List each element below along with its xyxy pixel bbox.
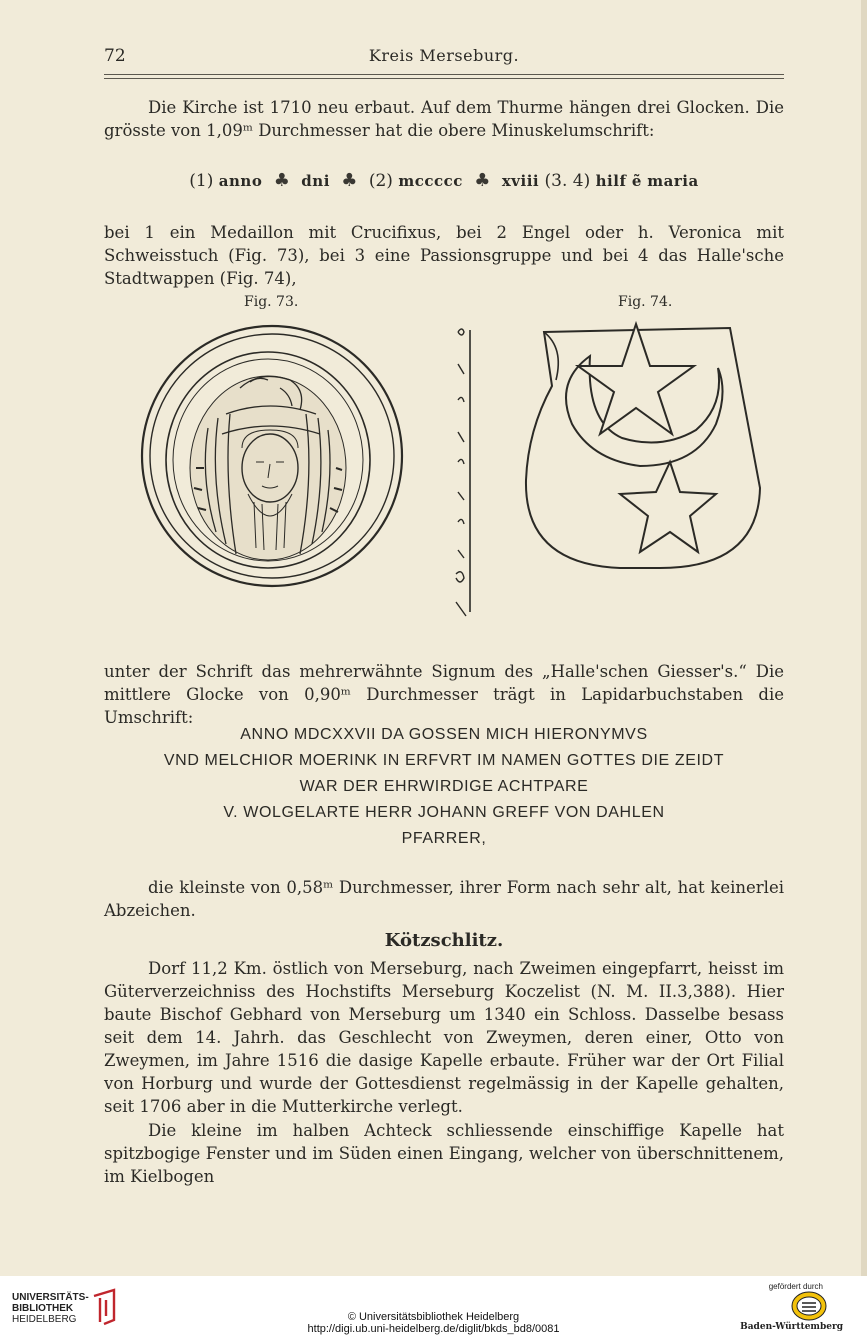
state-coat-of-arms-icon [791,1291,827,1321]
header-rule-bottom [104,78,784,79]
page-header [104,46,784,68]
library-name-line2: BIBLIOTHEK [12,1303,74,1314]
inscription-number-3-4: (3. 4) [544,171,591,191]
clover-ornament-icon: ♣ [273,170,290,191]
paragraph-dorf: Dorf 11,2 Km. östlich von Merseburg, nach Zweimen eingepfarrt, heisst im Güterverzeichniss des Hochstifts Merseburg Koczelist (N. M. II.3,388). Hier baute Bischof Gebhard von Merseburg um 1340 ein Schloss. Dasselbe besass seit dem 14. Jahrh. das Geschlecht von Zweymen, deren einer, Otto von Zweymen, im Jahre 1516 die dasige Kapelle erbaute. Früher war der Ort Filial von Horburg und wurde der Gottesdienst regelmässig in der Kapelle gehalten, seit 1706 aber in die Mutterkirche verlegt. [104,959,784,1116]
paragraph-signum: unter der Schrift das mehrerwähnte Signum des „Halle'schen Giesser's.“ Die mittlere Glocke von 0,90ᵐ Durchmesser trägt in Lapidarbuchstaben die Umschrift: [104,662,784,727]
inscription-word-anno: anno [218,172,263,190]
inscription-word-xviii: xviii [501,172,540,190]
inscription-word-mccccc: mccccc [398,172,463,190]
lapidary-inscription [104,722,784,852]
page-footer [0,1276,867,1337]
lapidary-line: PFARRER, [401,830,487,847]
paragraph-kapelle: Die kleine im halben Achteck schliessende einschiffige Kapelle hat spitzbogige Fenster und im Süden einen Eingang, welcher von überschnittenem, im Kielbogen [104,1121,784,1186]
copyright-text: © Universitätsbibliothek Heidelberg [347,1311,520,1323]
inscription-word-dni: dni [301,172,330,190]
inscription-word-hilf: hilf [595,172,627,190]
header-rule-top [104,74,784,75]
inscription-number-1: (1) [189,171,214,191]
inscription-number-2: (2) [368,171,393,191]
page-number: 72 [104,46,126,66]
paragraph-kleinste: die kleinste von 0,58ᵐ Durchmesser, ihrer Form nach sehr alt, hat keinerlei Abzeichen. [104,878,784,920]
lapidary-line: V. WOLGELARTE HERR JOHANN GREFF VON DAHLEN [223,804,665,821]
clover-ornament-icon: ♣ [474,170,491,191]
inscription-word-maria: maria [647,172,699,190]
lapidary-line: WAR DER EHRWIRDIGE ACHTPARE [299,778,589,795]
library-name-line3: HEIDELBERG [12,1314,77,1325]
library-name-line1: UNIVERSITÄTS- [12,1292,89,1303]
paragraph-kirche: Die Kirche ist 1710 neu erbaut. Auf dem Thurme hängen drei Glocken. Die grösste von 1,09ᵐ Durchmesser hat die obere Minuskelumschrift: [104,98,784,140]
figure-74-coat-of-arms [520,320,766,576]
bell-founder-signum [448,322,480,632]
figure-73-caption: Fig. 73. [244,294,299,310]
clover-ornament-icon: ♣ [341,170,358,191]
figure-74-caption: Fig. 74. [618,294,673,310]
funded-by-label: gefördert durch [768,1282,823,1291]
permalink-url[interactable]: http://digi.ub.uni-heidelberg.de/diglit/bkds_bd8/0081 [307,1323,560,1335]
running-title: Kreis Merseburg. [368,46,520,65]
lapidary-line: ANNO MDCXXVII DA GOSSEN MICH HIERONYMVS [240,726,648,743]
figure-73-medallion [130,318,420,598]
lapidary-line: VND MELCHIOR MOERINK IN ERFVRT IM NAMEN GOTTES DIE ZEIDT [163,752,725,769]
paragraph-medaillon: bei 1 ein Medaillon mit Crucifixus, bei 2 Engel oder h. Veronica mit Schweisstuch (Fig. 73), bei 3 eine Passionsgruppe und bei 4 das Halle'sche Stadtwappen (Fig. 74), [104,223,784,288]
inscription-word-e: ẽ [631,172,642,190]
section-title: Kötzschlitz. [384,930,504,951]
minuscule-inscription [104,170,784,191]
funder-name: Baden-Württemberg [740,1322,843,1332]
copyright-notice [0,1311,867,1335]
